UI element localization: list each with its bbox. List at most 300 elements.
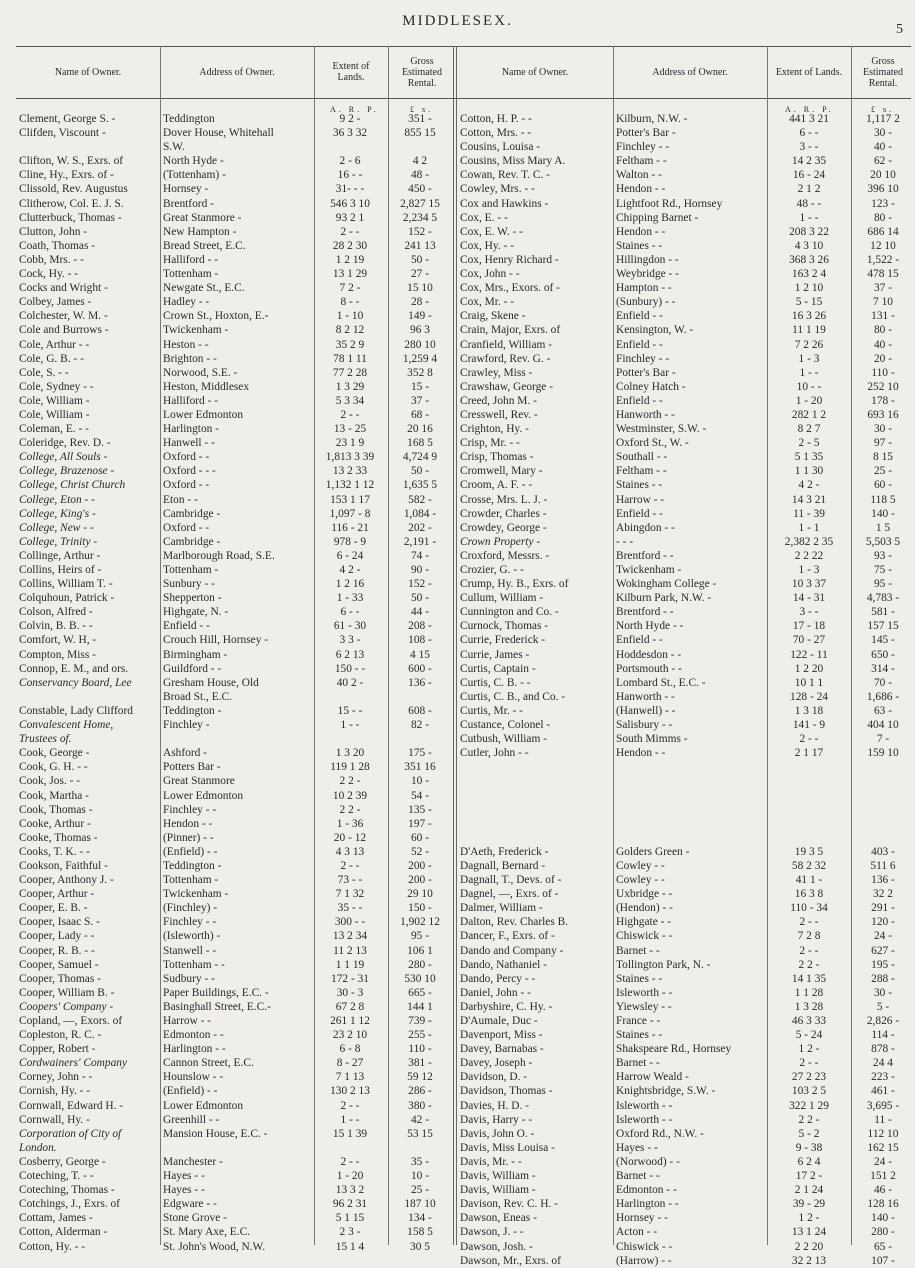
gross-rental: 149 -: [408, 310, 432, 323]
land-extent: 441 3 21: [789, 113, 829, 125]
gross-rental: 96 3: [410, 324, 430, 337]
land-extent: 6 - 24: [336, 549, 364, 562]
owner-name: Crighton, Hy. -: [460, 423, 529, 436]
gross-rental: 530 10: [404, 972, 436, 985]
gross-rental: 255 -: [408, 1029, 432, 1042]
owner-address: Heston - -: [163, 338, 209, 351]
owner-address: Oxford - -: [163, 479, 210, 492]
land-extent: 150 - -: [334, 662, 366, 675]
owner-address: St. John's Wood, N.W.: [163, 1240, 266, 1253]
owner-name: Croxford, Messrs. -: [460, 549, 550, 562]
land-extent: 978 - 9: [333, 535, 367, 548]
table-row: [16, 450, 453, 464]
land-extent: 8 - -: [340, 296, 360, 309]
owner-address: Wokingham College -: [616, 578, 717, 591]
owner-name: Daniel, John - -: [460, 986, 531, 999]
owner-name: Croom, A. F. - -: [460, 479, 533, 492]
gross-rental: 97 -: [873, 437, 893, 450]
owner-address: Hanworth - -: [616, 408, 675, 421]
owner-address: Finchley - -: [616, 141, 670, 154]
owner-name: Crawford, Rev. G. -: [460, 352, 551, 365]
owner-name: Coleman, E. - -: [19, 423, 89, 436]
table-row: [16, 718, 453, 732]
gross-rental: 144 1: [407, 1000, 433, 1013]
owner-address: Halliford - -: [163, 394, 219, 407]
land-extent: 2 2 22: [794, 549, 824, 562]
land-extent: 73 - -: [337, 874, 363, 887]
gross-rental: 608 -: [408, 704, 432, 717]
owner-name: Cooper, Lady - -: [19, 930, 95, 943]
table-row: [457, 944, 914, 958]
gross-rental: 25 -: [410, 1184, 430, 1197]
gross-rental: 110 -: [871, 366, 895, 379]
owner-address: Harrow - -: [616, 493, 665, 506]
gross-rental: 4,724 9: [402, 451, 438, 464]
owner-name: Comfort, W. H, -: [19, 634, 97, 647]
owner-name: Constable, Lady Clifford: [19, 704, 133, 717]
land-extent: 1 3 20: [335, 747, 365, 760]
land-extent: 1 1 19: [335, 958, 365, 971]
gross-rental: 95 -: [873, 578, 893, 591]
owner-address: Harlington - -: [616, 1198, 679, 1211]
gross-rental: 351 16: [404, 761, 436, 774]
table-row: [16, 803, 453, 817]
table-row: [16, 944, 453, 958]
gross-rental: 7 -: [876, 733, 890, 746]
land-extent: 35 - -: [337, 902, 363, 915]
gross-rental: 5 -: [876, 1000, 890, 1013]
land-extent: 39 - 29: [792, 1198, 826, 1211]
gross-rental: 4,783 -: [866, 592, 900, 605]
owner-address: Marlborough Road, S.E.: [163, 549, 275, 562]
owner-name: Dawson, Mr., Exrs. of: [460, 1254, 561, 1267]
owner-name: Davey, Barnabas -: [460, 1043, 544, 1056]
land-extent: 7 2 8: [797, 930, 821, 943]
table-row: [457, 478, 914, 492]
table-row: [457, 408, 914, 422]
owner-name: Dagnall, Bernard -: [460, 859, 546, 872]
owner-name: College, Trinity -: [19, 535, 98, 548]
gross-rental: 120 -: [871, 916, 895, 929]
land-extent: 2 - -: [799, 733, 819, 746]
gross-rental: 195 -: [871, 958, 895, 971]
land-extent: 70 - 27: [792, 634, 826, 647]
owner-name: Cox, Mrs., Exors. of -: [460, 282, 560, 295]
owner-address: Brentford - -: [616, 606, 674, 619]
owner-name: Cobb, Mrs. - -: [19, 253, 84, 266]
land-extent: 1 - 3: [798, 352, 820, 365]
land-extent: 1 - 10: [336, 310, 364, 323]
land-extent: 6 2 4: [797, 1155, 821, 1168]
land-extent: 2,382 2 35: [784, 535, 834, 548]
land-extent: 2 - 5: [798, 437, 820, 450]
owner-name: Cornwall, Edward H. -: [19, 1099, 124, 1112]
owner-name: Crowder, Charles -: [460, 507, 547, 520]
owner-address: Highgate - -: [616, 916, 672, 929]
gross-rental: 80 -: [873, 211, 893, 224]
gross-rental: 288 -: [871, 972, 895, 985]
owner-address: Weybridge - -: [616, 268, 679, 281]
land-extent: 5 - 2: [798, 1127, 820, 1140]
owner-name: Clifton, W. S., Exrs. of: [19, 155, 124, 168]
land-extent: 122 - 11: [790, 648, 828, 661]
owner-name: Crawshaw, George -: [460, 380, 553, 393]
land-extent: 14 2 35: [791, 155, 827, 168]
land-extent: 17 2 -: [795, 1170, 823, 1183]
owner-address: - - -: [616, 535, 634, 548]
table-row: [457, 901, 914, 915]
gross-rental: 1,902 12: [400, 916, 440, 929]
land-extent: 2 2 -: [798, 1113, 820, 1126]
owner-address: Isleworth - -: [616, 1099, 673, 1112]
owner-address: Enfield - -: [616, 394, 663, 407]
owner-address: Barnet - -: [616, 1057, 660, 1070]
owner-address: Heston, Middlesex: [163, 380, 250, 393]
land-extent: 23 2 10: [332, 1029, 368, 1042]
land-extent: 67 2 8: [335, 1000, 365, 1013]
table-row: [457, 366, 914, 380]
owner-address: Stanwell - -: [163, 944, 217, 957]
table-row: [16, 929, 453, 943]
table-row: [457, 972, 914, 986]
owner-address: (Harrow) - -: [616, 1254, 672, 1267]
owner-address: Hounslow - -: [163, 1071, 224, 1084]
gross-rental: 135 -: [408, 803, 432, 816]
owner-name: Cooper, Isaac S. -: [19, 916, 100, 929]
gross-rental: 48 -: [410, 169, 430, 182]
table-row: [457, 549, 914, 563]
owner-address: Staines - -: [616, 479, 663, 492]
gross-rental: 200 -: [408, 859, 432, 872]
owner-name: Cole, G. B. - -: [19, 352, 84, 365]
table-row: [457, 323, 914, 337]
land-extent: 36 3 32: [332, 127, 368, 140]
owner-name: Cotton, H. P. - -: [460, 113, 532, 125]
table-row: [457, 690, 914, 704]
table-row: [457, 450, 914, 464]
owner-address: Enfield - -: [616, 338, 663, 351]
gross-rental: 158 5: [407, 1226, 433, 1239]
left-table: [16, 46, 454, 1253]
land-extent: 1 1 30: [794, 465, 824, 478]
owner-address: Birmingham -: [163, 648, 228, 661]
table-row: [16, 789, 453, 803]
table-row: [16, 126, 453, 140]
owner-name: Coopers' Company -: [19, 1000, 114, 1013]
owner-name: Dagnall, T., Devs. of -: [460, 874, 562, 887]
gross-rental: 145 -: [871, 634, 895, 647]
table-row: [457, 182, 914, 196]
owner-address: Cambridge -: [163, 535, 221, 548]
owner-name: Colson, Alfred -: [19, 606, 93, 619]
table-row: [16, 408, 453, 422]
owner-address: Halliford - -: [163, 253, 219, 266]
owner-address: Chiswick - -: [616, 1240, 673, 1253]
gross-rental: 10 -: [410, 1170, 430, 1183]
land-extent: 35 2 9: [335, 338, 365, 351]
owner-address: Chiswick - -: [616, 930, 673, 943]
owner-address: Hampton - -: [616, 282, 672, 295]
table-row: [457, 464, 914, 478]
owner-address: Oxford St., W. -: [616, 437, 689, 450]
table-row: [457, 619, 914, 633]
owner-address: Acton - -: [616, 1226, 658, 1239]
owner-address: Gresham House, Old: [163, 676, 259, 689]
land-extent: 2 - -: [340, 225, 360, 238]
owner-address: Teddington -: [163, 704, 222, 717]
gross-rental: 403 -: [871, 845, 895, 858]
gross-rental: 30 -: [873, 986, 893, 999]
owner-name: Davis, William -: [460, 1184, 536, 1197]
table-row: [16, 774, 453, 788]
table-row: [457, 1056, 914, 1070]
gross-rental: 4 15: [410, 648, 430, 661]
land-extent: 61 - 30: [333, 620, 367, 633]
table-row: [16, 1183, 453, 1197]
land-extent: 153 1 17: [330, 493, 370, 506]
land-extent: 163 2 4: [791, 268, 827, 281]
land-extent: 2 - -: [340, 408, 360, 421]
owner-name: Cotton, Mrs. - -: [460, 127, 532, 140]
gross-rental: 600 -: [408, 662, 432, 675]
owner-name: Cornwall, Hy. -: [19, 1113, 90, 1126]
land-extent: 1 3 28: [794, 1000, 824, 1013]
owner-name: Dando and Company -: [460, 944, 564, 957]
owner-name: Crozier, G. - -: [460, 564, 524, 576]
owner-address: Enfield - -: [616, 634, 663, 647]
owner-address: Manchester -: [163, 1155, 223, 1168]
gross-rental: 65 -: [873, 1240, 893, 1253]
gross-rental: 24 4: [873, 1057, 893, 1070]
owner-name: Dando, Percy - -: [460, 972, 536, 985]
land-extent: 10 3 37: [791, 578, 827, 591]
owner-address: Basinghall Street, E.C.-: [163, 1000, 271, 1013]
gross-rental: 5,503 5: [865, 535, 901, 548]
table-row: [16, 1197, 453, 1211]
table-row: [457, 633, 914, 647]
gross-rental: 20 16: [407, 423, 433, 436]
table-row: [16, 1042, 453, 1056]
owner-address: Brighton - -: [163, 352, 217, 365]
table-row: [457, 803, 914, 817]
table-row: [457, 211, 914, 225]
land-extent: 77 2 28: [332, 366, 368, 379]
gross-rental: 352 8: [407, 366, 433, 379]
table-row: [16, 676, 453, 690]
right-rental-units: £ s.: [871, 105, 895, 114]
gross-rental: 62 -: [873, 155, 893, 168]
table-row: [16, 436, 453, 450]
land-extent: 13 1 24: [791, 1226, 827, 1239]
owner-name: Davidson, D. -: [460, 1071, 528, 1084]
owner-address: Yiewsley - -: [616, 1000, 672, 1013]
table-row: [457, 1211, 914, 1225]
gross-rental: 11 -: [874, 1113, 892, 1126]
owner-address: Broad St., E.C.: [163, 690, 232, 703]
table-row: [16, 394, 453, 408]
gross-rental: 24 -: [873, 930, 893, 943]
land-extent: 141 - 9: [792, 719, 826, 732]
table-row: [16, 535, 453, 549]
table-row: [16, 619, 453, 633]
owner-address: Staines - -: [616, 972, 663, 985]
owner-address: S.W.: [163, 141, 185, 154]
table-row: [457, 154, 914, 168]
land-extent: 10 - -: [796, 380, 822, 393]
table-row: [16, 1084, 453, 1098]
owner-address: Golders Green -: [616, 845, 690, 858]
owner-address: Chipping Barnet -: [616, 211, 699, 224]
land-extent: 16 - 24: [792, 169, 826, 182]
gross-rental: 1 5: [875, 521, 891, 534]
table-row: [457, 1254, 914, 1268]
table-row: [457, 845, 914, 859]
owner-name: Connop, E. M., and ors.: [19, 662, 129, 675]
gross-rental: 75 -: [873, 564, 893, 576]
table-row: [16, 1028, 453, 1042]
table-row: [457, 958, 914, 972]
table-row: [16, 563, 453, 577]
gross-rental: 1,117 2: [866, 113, 900, 125]
owner-name: Cooper, Thomas -: [19, 972, 101, 985]
table-row: [16, 648, 453, 662]
gross-rental: 106 1: [407, 944, 433, 957]
land-extent: 2 1 2: [797, 183, 821, 196]
table-row: [16, 267, 453, 281]
owner-address: Twickenham -: [163, 888, 229, 901]
land-extent: 3 - -: [799, 606, 819, 619]
land-extent: 368 3 26: [789, 253, 829, 266]
gross-rental: 280 10: [404, 338, 436, 351]
land-extent: 7 2 -: [339, 282, 361, 295]
gross-rental: 44 -: [410, 606, 430, 619]
land-extent: 20 - 12: [333, 831, 367, 844]
table-row: [16, 197, 453, 211]
owner-address: Teddington -: [163, 859, 222, 872]
gross-rental: 404 10: [867, 719, 899, 732]
table-row: [16, 1155, 453, 1169]
owner-address: Colney Hatch -: [616, 380, 686, 393]
owner-name: Davidson, Thomas -: [460, 1085, 553, 1098]
owner-name: College, King's -: [19, 507, 96, 520]
owner-address: (Enfield) - -: [163, 1085, 218, 1098]
owner-name: Cooper, Anthony J. -: [19, 874, 114, 887]
owner-name: Custance, Colonel -: [460, 719, 551, 732]
owner-name: Conservancy Board, Lee: [19, 676, 132, 689]
land-extent: 3 - -: [799, 141, 819, 154]
gross-rental: 114 -: [871, 1029, 895, 1042]
owner-name: Cornish, Hy. - -: [19, 1085, 91, 1098]
gross-rental: 1,686 -: [866, 690, 900, 703]
table-row: [457, 591, 914, 605]
land-extent: 58 2 32: [791, 859, 827, 872]
land-extent: 1 2 -: [798, 1212, 820, 1225]
land-extent: 2 - -: [340, 1099, 360, 1112]
owner-address: Harlington -: [163, 423, 219, 436]
owner-name: Dalton, Rev. Charles B.: [460, 916, 569, 929]
table-row: [16, 253, 453, 267]
owner-name: Copland, —, Exors. of: [19, 1015, 123, 1027]
land-extent: 2 1 17: [794, 747, 824, 760]
owner-address: North Hyde - -: [616, 620, 684, 633]
land-extent: 31- - -: [335, 183, 365, 196]
gross-rental: 878 -: [871, 1043, 895, 1056]
land-extent: 1 2 19: [335, 253, 365, 266]
owner-name: Cook, Thomas -: [19, 803, 93, 816]
gross-rental: 7 10: [873, 296, 893, 309]
owner-name: Davey, Joseph -: [460, 1057, 533, 1070]
land-extent: 5 1 15: [335, 1212, 365, 1225]
land-extent: 14 1 35: [791, 972, 827, 985]
land-extent: 48 - -: [796, 197, 822, 210]
gross-rental: 108 -: [408, 634, 432, 647]
owner-address: Hayes - -: [616, 1141, 658, 1154]
table-row: [457, 704, 914, 718]
table-row: [16, 521, 453, 535]
land-extent: 1 1 28: [794, 986, 824, 999]
owner-name: Dagnel, —, Exrs. of -: [460, 888, 559, 901]
land-extent: 2 2 -: [339, 775, 361, 788]
owner-name: Cosberry, George -: [19, 1155, 106, 1168]
owner-address: Lower Edmonton: [163, 1099, 244, 1112]
gross-rental: 152 -: [408, 225, 432, 238]
table-row: [16, 1141, 453, 1155]
owner-name: Cranfield, William -: [460, 338, 553, 351]
owner-name: Cox, E. - -: [460, 211, 508, 224]
owner-address: Harlington - -: [163, 1043, 226, 1056]
gross-rental: 159 10: [867, 747, 899, 760]
gross-rental: 60 -: [873, 479, 893, 492]
owner-name: Cutler, John - -: [460, 747, 529, 760]
table-row: [16, 1127, 453, 1141]
table-row: [457, 929, 914, 943]
land-extent: 27 2 23: [791, 1071, 827, 1084]
owner-name: Cook, George -: [19, 747, 90, 760]
owner-address: Tottenham -: [163, 874, 219, 887]
table-row: [457, 831, 914, 845]
land-extent: 1 - 1: [798, 521, 820, 534]
gross-rental: 15 10: [407, 282, 433, 295]
land-extent: 8 2 12: [335, 324, 365, 337]
owner-name: Cromwell, Mary -: [460, 465, 543, 478]
land-extent: 11 1 19: [792, 324, 826, 337]
owner-name: Clitherow, Col. E. J. S.: [19, 197, 124, 210]
owner-name: Cole, Sydney - -: [19, 380, 94, 393]
owner-address: Dover House, Whitehall: [163, 127, 274, 140]
land-extent: 6 - 8: [339, 1043, 361, 1056]
land-extent: 1,097 - 8: [329, 507, 371, 520]
left-header-address: Address of Owner.: [199, 66, 275, 78]
owner-name: Dancer, F., Exrs. of -: [460, 930, 555, 943]
table-row: [16, 182, 453, 196]
owner-name: Dalmer, William -: [460, 902, 543, 915]
owner-address: Knightsbridge, S.W. -: [616, 1085, 716, 1098]
table-row: [457, 648, 914, 662]
owner-name: Crawley, Miss -: [460, 366, 533, 379]
owner-name: Cook, G. H. - -: [19, 761, 88, 774]
owner-name: D'Aumale, Duc -: [460, 1015, 538, 1027]
right-table: [456, 46, 914, 1267]
owner-address: Hornsey -: [163, 183, 209, 196]
owner-name: College, New - -: [19, 521, 94, 534]
land-extent: 11 2 13: [333, 944, 367, 957]
owner-name: Copleston, R. C. -: [19, 1029, 102, 1042]
owner-name: Crowdey, George -: [460, 521, 547, 534]
gross-rental: 20 -: [873, 352, 893, 365]
owner-name: Cock, Hy. - -: [19, 268, 79, 281]
owner-name: Cousins, Miss Mary A.: [460, 155, 566, 168]
gross-rental: 175 -: [408, 747, 432, 760]
